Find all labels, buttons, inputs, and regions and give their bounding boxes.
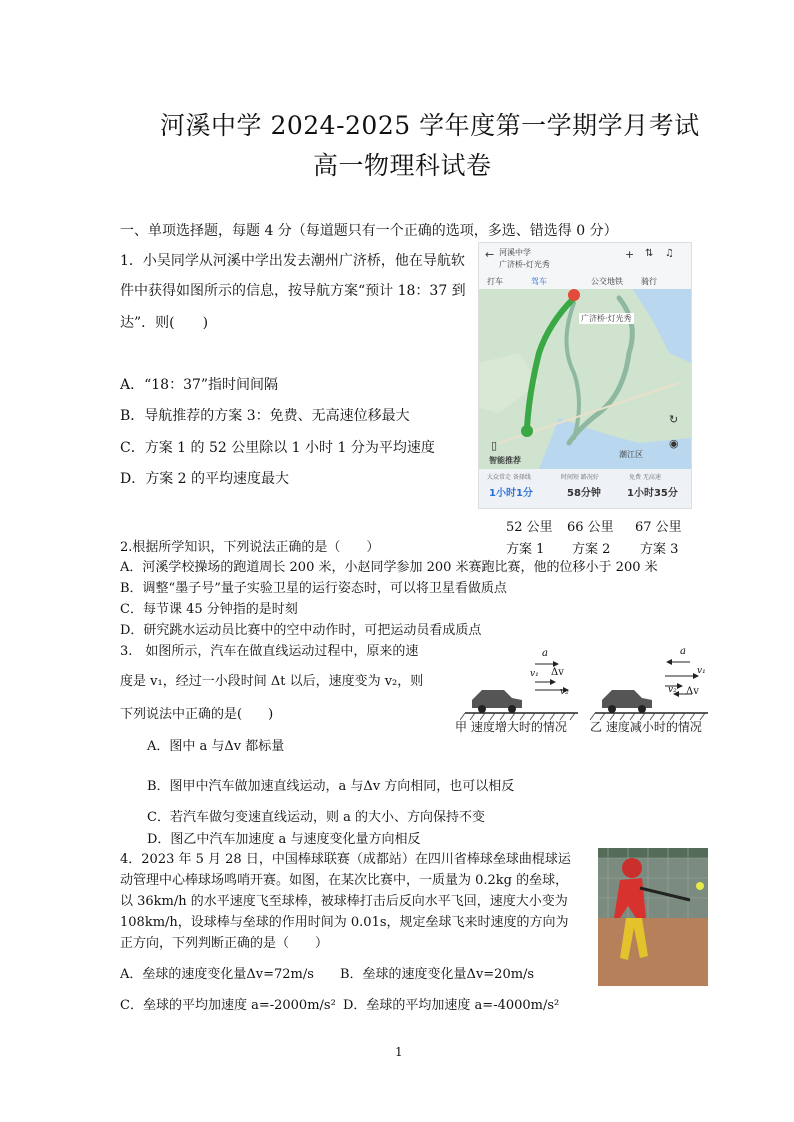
plan2-name: 方案 2 — [572, 542, 611, 557]
plan2-distance: 66 公里 — [567, 520, 614, 535]
q4-stem-line: 以 36km/h 的水平速度飞至球棒，被球棒打击后反向水平飞回，速度大小变为 — [120, 894, 568, 909]
section-header: 一、单项选择题，每题 4 分（每道题只有一个正确的选项，多选、错选得 0 分） — [120, 223, 618, 239]
locate-icon[interactable]: ◉ — [669, 437, 679, 450]
q4-option-a: A．垒球的速度变化量Δv=72m/s — [120, 967, 314, 982]
q2-stem: 2.根据所学知识，下列说法正确的是（ ） — [120, 540, 380, 555]
mode-tab-transit[interactable]: 公交地铁 — [591, 277, 623, 286]
mode-tab-taxi[interactable]: 打车 — [487, 277, 503, 286]
fig-label-dv-right: Δv — [686, 686, 699, 697]
plan1-tag: 大众常走 备择线 — [487, 474, 531, 481]
map-district-label: 潮江区 — [619, 450, 643, 459]
page-number: 1 — [395, 1045, 403, 1059]
q4-stem-line: 动管理中心棒球场鸣哨开赛。如图，在某次比赛中，一质量为 0.2kg 的垒球， — [120, 873, 569, 888]
q2-option-d: D．研究跳水运动员比赛中的空中动作时，可把运动员看成质点 — [120, 623, 482, 638]
fig-label-a-right: a — [680, 646, 686, 657]
voice-icon[interactable]: ♫ — [665, 248, 674, 259]
map-destination[interactable]: 广济桥-灯光秀 — [499, 260, 550, 269]
q1-stem-line: 1．小吴同学从河溪中学出发去潮州广济桥，他在导航软 — [120, 253, 465, 269]
car-left-icon — [472, 690, 522, 713]
q1-option-b: B．导航推荐的方案 3：免费、无高速位移最大 — [120, 408, 410, 424]
plan1-distance: 52 公里 — [506, 520, 553, 535]
q4-option-d: D．垒球的平均加速度 a=-4000m/s² — [343, 998, 560, 1013]
back-arrow-icon[interactable]: ← — [485, 248, 495, 261]
q3-option-b: B．图甲中汽车做加速直线运动，a 与Δv 方向相同，也可以相反 — [147, 779, 515, 794]
q4-option-b: B．垒球的速度变化量Δv=20m/s — [340, 967, 535, 982]
q4-option-c: C．垒球的平均加速度 a=-2000m/s² — [120, 998, 336, 1013]
swap-icon[interactable]: ⇅ — [645, 248, 654, 259]
navigation-map-figure — [478, 242, 692, 509]
fig-label-dv-left: Δv — [551, 667, 564, 678]
plan1-name: 方案 1 — [506, 542, 545, 557]
mode-tab-drive[interactable]: 驾车 — [531, 277, 547, 286]
plan3-tag: 免费 无高速 — [629, 474, 661, 481]
fig-caption-left: 甲 速度增大时的情况 — [455, 720, 567, 734]
plan3-distance: 67 公里 — [635, 520, 682, 535]
mode-tab-bike[interactable]: 骑行 — [641, 277, 657, 286]
q3-option-d: D．图乙中汽车加速度 a 与速度变化量方向相反 — [147, 832, 421, 847]
q1-stem-line: 件中获得如图所示的信息，按导航方案“预计 18：37 到 — [120, 283, 466, 299]
q3-option-c: C．若汽车做匀变速直线运动，则 a 的大小、方向保持不变 — [147, 810, 485, 825]
fig-label-v2-left: v₂ — [560, 687, 569, 697]
q3-stem-line: 3. 如图所示，汽车在做直线运动过程中，原来的速 — [120, 644, 419, 659]
q2-option-c: C．每节课 45 分钟指的是时刻 — [120, 602, 298, 617]
plan3-name: 方案 3 — [640, 542, 679, 557]
exam-subtitle: 高一物理科试卷 — [313, 151, 492, 180]
exam-title: 河溪中学 2024-2025 学年度第一学期学月考试 — [160, 111, 700, 140]
q3-stem-line: 度是 v₁，经过一小段时间 Δt 以后，速度变为 v₂，则 — [120, 674, 424, 689]
map-header — [479, 243, 691, 289]
softball-batter-photo — [598, 848, 708, 986]
q2-option-b: B．调整“墨子号”量子实验卫星的运行姿态时，可以将卫星看做质点 — [120, 581, 507, 596]
plan2-tag: 时间短 路况好 — [561, 474, 599, 481]
car-right-icon — [602, 690, 652, 713]
add-icon[interactable]: + — [625, 248, 635, 261]
fig-label-v1-right: v₁ — [697, 666, 706, 676]
plan3-time[interactable]: 1小时35分 — [627, 488, 678, 499]
map-recommend-label[interactable]: 智能推荐 — [489, 456, 521, 465]
map-plan-bar — [479, 469, 691, 508]
q1-option-c: C．方案 1 的 52 公里除以 1 小时 1 分为平均速度 — [120, 440, 435, 456]
map-origin[interactable]: 河溪中学 — [499, 248, 531, 257]
q1-option-a: A．“18：37”指时间间隔 — [120, 377, 279, 393]
plan2-time[interactable]: 58分钟 — [567, 488, 601, 499]
fig-label-v1-left: v₁ — [530, 669, 539, 679]
q1-stem-line: 达”．则( ) — [120, 315, 209, 331]
q4-stem-line: 正方向，下列判断正确的是（ ） — [120, 936, 329, 951]
plan1-time[interactable]: 1小时1分 — [489, 488, 533, 499]
q4-stem-line: 108km/h，设球棒与垒球的作用时间为 0.01s，规定垒球飞来时速度的方向为 — [120, 915, 569, 930]
fig-caption-right: 乙 速度减小时的情况 — [590, 720, 702, 734]
fig-label-v2-right: v₂ — [668, 685, 677, 695]
refresh-icon[interactable]: ↻ — [669, 413, 679, 426]
q4-stem-line: 4．2023 年 5 月 28 日，中国棒球联赛（成都站）在四川省棒球垒球曲棍球运 — [120, 852, 571, 867]
q2-option-a: A．河溪学校操场的跑道周长 200 米，小赵同学参加 200 米赛跑比赛，他的位移小于 200 米 — [120, 560, 658, 575]
q3-stem-line: 下列说法中正确的是( ) — [120, 707, 274, 722]
fig-label-a-left: a — [542, 648, 548, 659]
q3-option-a: A．图中 a 与Δv 都标量 — [147, 739, 285, 754]
map-place-label: 广济桥·灯光秀 — [581, 314, 632, 323]
q1-option-d: D．方案 2 的平均速度最大 — [120, 471, 290, 487]
book-icon[interactable]: ▯ — [491, 439, 498, 452]
